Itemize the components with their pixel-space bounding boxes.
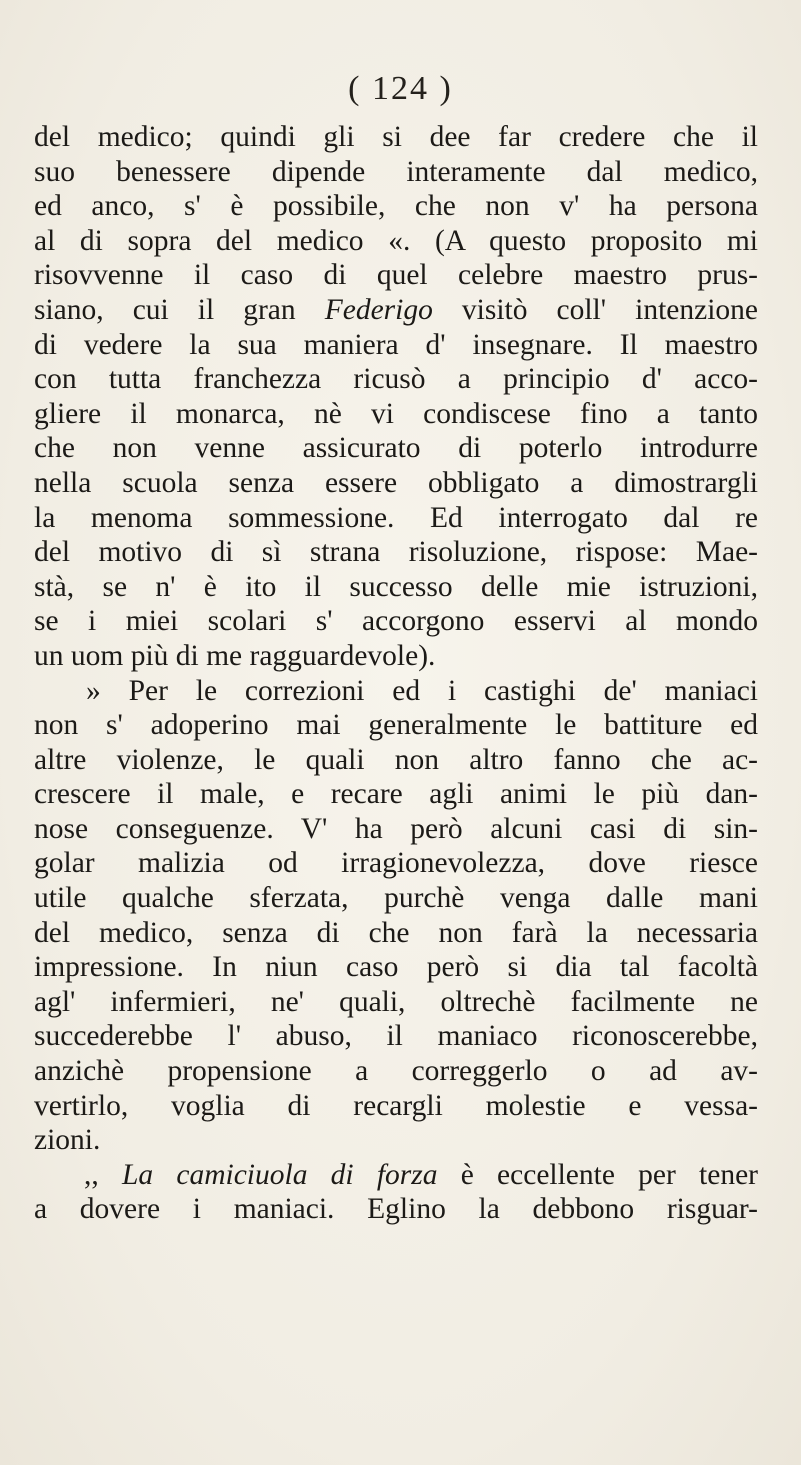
text-line: stà, se n' è ito il successo delle mie istruzioni,	[34, 570, 758, 603]
text-line: anzichè propensione a correggerlo o ad av-	[34, 1055, 758, 1088]
text-line: un uom più di me ragguardevole).	[34, 639, 436, 672]
text-line: golar malizia od irragionevolezza, dove riesce	[34, 847, 758, 880]
text-line: nose conseguenze. V' ha però alcuni casi di sin-	[34, 812, 758, 845]
text-line	[34, 293, 758, 328]
text-line: del motivo di sì strana risoluzione, rispose: Mae-	[34, 536, 758, 569]
text-fragment: visitò coll' intenzione	[432, 293, 758, 326]
italic-name-federigo: Federigo	[324, 293, 433, 326]
text-line: a dovere i maniaci. Eglino la debbono risguar-	[34, 1193, 758, 1226]
paragraph-start-line	[34, 1158, 758, 1193]
text-line: del medico, senza di che non farà la necessaria	[34, 916, 758, 949]
text-line: non s' adoperino mai generalmente le battiture ed	[34, 709, 758, 742]
text-line: impressione. In niun caso però si dia tal facoltà	[34, 951, 758, 984]
italic-term-camiciuola: La camiciuola di forza	[121, 1158, 438, 1191]
text-fragment: è eccellente per tener	[437, 1158, 759, 1191]
text-line: gliere il monarca, nè vi condiscese fino a tanto	[34, 397, 758, 430]
text-line: vertirlo, voglia di recargli molestie e vessa-	[34, 1089, 758, 1122]
text-line: altre violenze, le quali non altro fanno che ac-	[34, 743, 758, 776]
text-line: crescere il male, e recare agli animi le più dan-	[34, 778, 758, 811]
text-line: agl' infermieri, ne' quali, oltrechè facilmente ne	[34, 985, 758, 1018]
text-line: del medico; quindi gli si dee far credere che il	[34, 121, 758, 153]
text-line: utile qualche sferzata, purchè venga dalle mani	[34, 882, 758, 915]
text-line: succederebbe l' abuso, il maniaco riconoscerebbe,	[34, 1020, 758, 1053]
text-line: se i miei scolari s' accorgono esservi al mondo	[34, 605, 758, 638]
text-line: che non venne assicurato di poterlo introdurre	[34, 432, 758, 465]
text-line: risovvenne il caso di quel celebre maestro prus-	[34, 259, 758, 292]
text-line: di vedere la sua maniera d' insegnare. Il maestro	[34, 328, 758, 361]
text-line: ed anco, s' è possibile, che non v' ha persona	[34, 190, 758, 223]
text-line: al di sopra del medico «. (A questo proposito mi	[34, 224, 758, 257]
text-line: la menoma sommessione. Ed interrogato dal re	[34, 501, 758, 534]
text-fragment: siano, cui il gran	[34, 293, 325, 326]
body-text	[34, 120, 758, 1227]
text-line: con tutta franchezza ricusò a principio d' acco-	[34, 363, 758, 396]
paragraph-start-line: » Per le correzioni ed i castighi de' maniaci	[86, 674, 758, 707]
text-fragment: ,,	[84, 1158, 122, 1191]
text-line: zioni.	[34, 1124, 101, 1157]
text-line: nella scuola senza essere obbligato a dimostrargli	[34, 466, 758, 499]
page-number: ( 124 )	[348, 70, 453, 107]
text-line: suo benessere dipende interamente dal medico,	[34, 155, 758, 188]
